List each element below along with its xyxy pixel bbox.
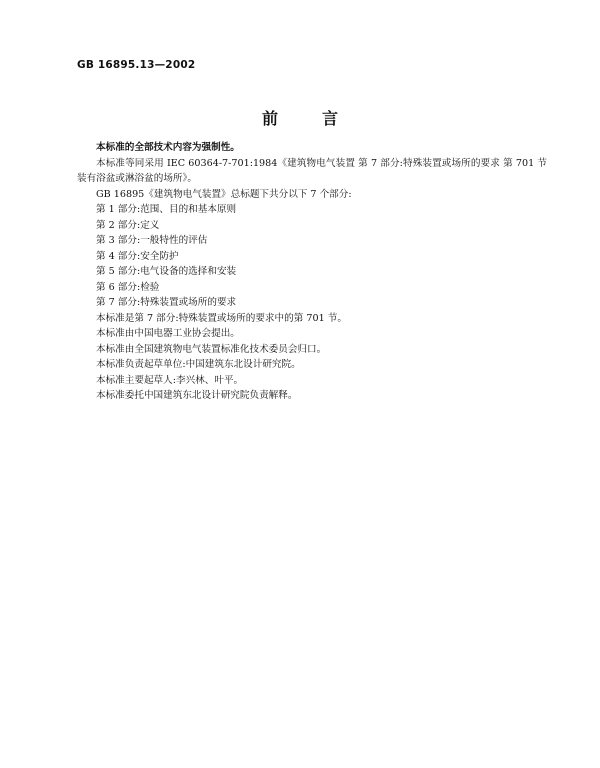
paragraph-mandatory-statement: 本标准的全部技术内容为强制性。 — [96, 142, 240, 153]
list-item-part-2: 第 2 部分:定义 — [96, 219, 160, 231]
paragraph-section-statement: 本标准是第 7 部分:特殊装置或场所的要求中的第 701 节。 — [96, 312, 347, 324]
page-title: 前言 — [261, 109, 382, 128]
list-item-part-6: 第 6 部分:检验 — [96, 281, 160, 293]
paragraph-drafting-unit: 本标准负责起草单位:中国建筑东北设计研究院。 — [96, 359, 301, 370]
list-item-part-7: 第 7 部分:特殊装置或场所的要求 — [96, 297, 237, 308]
paragraph-drafters: 本标准主要起草人:李兴林、叶平。 — [96, 374, 244, 386]
list-item-part-4: 第 4 部分:安全防护 — [96, 250, 179, 262]
paragraph-adoption-statement: 本标准等同采用 IEC 60364-7-701:1984《建筑物电气装置 第 7 部分:特殊装置或场所的要求 第 701 节 装有浴盆或淋浴盆的场所》。 — [77, 157, 547, 184]
list-item-part-5: 第 5 部分:电气设备的选择和安装 — [96, 266, 237, 277]
paragraph-committee: 本标准由全国建筑物电气装置标准化技术委员会归口。 — [96, 343, 327, 355]
paragraph-series-intro: GB 16895《建筑物电气装置》总标题下共分以下 7 个部分: — [96, 188, 352, 200]
list-item-part-3: 第 3 部分:一般特性的评估 — [96, 235, 208, 246]
list-item-part-1: 第 1 部分:范围、目的和基本原则 — [96, 204, 237, 215]
foreword-body — [77, 140, 547, 404]
standard-code: GB 16895.13—2002 — [77, 59, 196, 71]
paragraph-interpretation: 本标准委托中国建筑东北设计研究院负责解释。 — [96, 390, 298, 401]
paragraph-proposer: 本标准由中国电器工业协会提出。 — [96, 328, 240, 339]
